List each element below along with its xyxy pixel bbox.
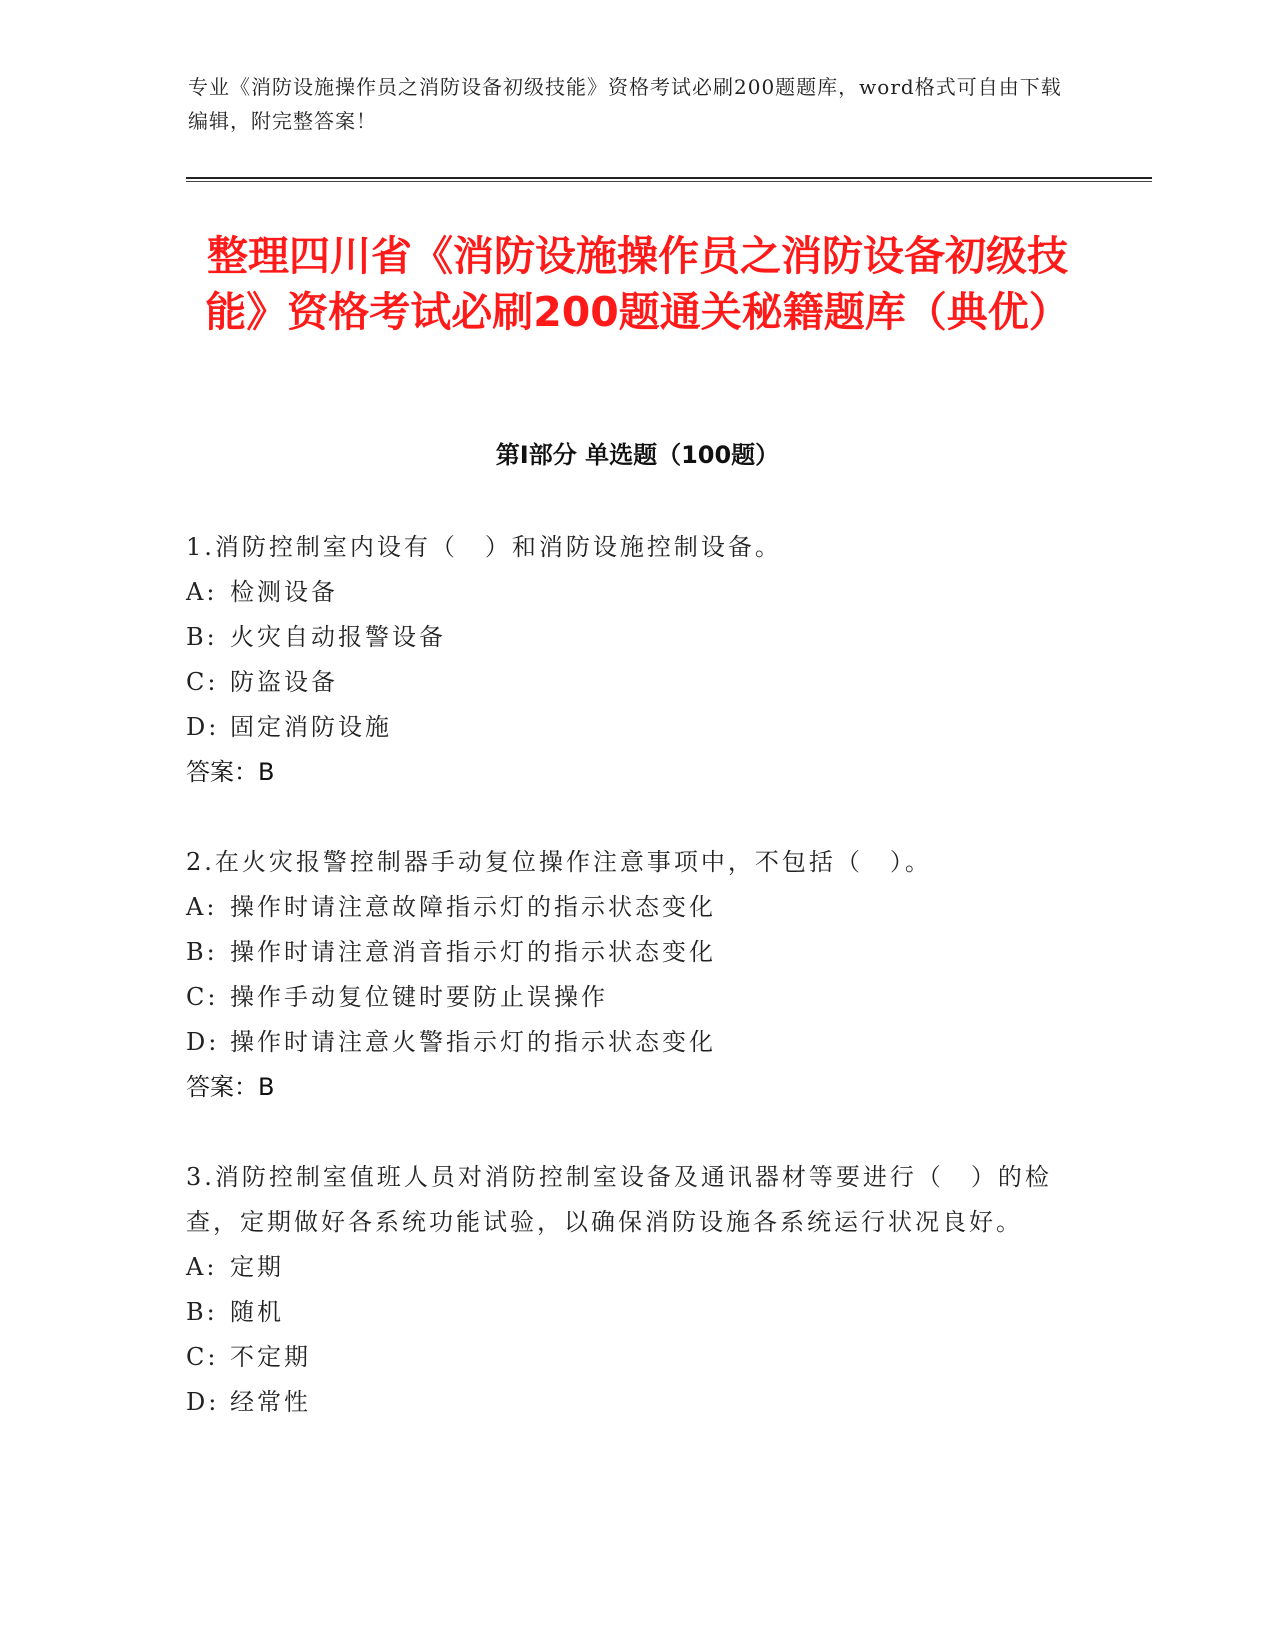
option-b — [186, 615, 1066, 660]
option-key: A: — [186, 578, 218, 606]
header-note: 专业《消防设施操作员之消防设备初级技能》资格考试必刷200题题库，word格式可自由下载编辑，附完整答案！ — [188, 75, 1062, 133]
option-text: 经常性 — [230, 1388, 311, 1416]
option-key: B: — [186, 938, 218, 966]
option-text: 防盗设备 — [230, 668, 338, 696]
header-divider-thin — [186, 181, 1152, 182]
answer-line: 答案：B — [186, 758, 275, 786]
option-text: 不定期 — [230, 1343, 311, 1371]
question-stem: 3.消防控制室值班人员对消防控制室设备及通讯器材等要进行（ ）的检查，定期做好各系统功能试验，以确保消防设施各系统运行状况良好。 — [186, 1163, 1052, 1236]
option-d — [186, 1020, 1066, 1065]
option-d — [186, 1380, 1066, 1425]
option-c — [186, 975, 1066, 1020]
question-stem: 2.在火灾报警控制器手动复位操作注意事项中，不包括（ ）。 — [186, 848, 932, 876]
question-1 — [186, 525, 1066, 795]
option-text: 操作时请注意故障指示灯的指示状态变化 — [230, 893, 716, 921]
option-text: 定期 — [230, 1253, 284, 1281]
option-text: 检测设备 — [230, 578, 338, 606]
option-text: 操作时请注意火警指示灯的指示状态变化 — [230, 1028, 716, 1056]
section-title: 第I部分 单选题（100题） — [495, 441, 780, 469]
option-key: C: — [186, 983, 219, 1011]
option-key: A: — [186, 1253, 218, 1281]
option-text: 固定消防设施 — [230, 713, 392, 741]
option-b — [186, 930, 1066, 975]
option-c — [186, 660, 1066, 705]
option-key: B: — [186, 1298, 218, 1326]
option-a — [186, 1245, 1066, 1290]
option-key: C: — [186, 1343, 219, 1371]
option-key: D: — [186, 713, 220, 741]
option-c — [186, 1335, 1066, 1380]
answer-line: 答案：B — [186, 1073, 275, 1101]
question-stem: 1.消防控制室内设有（ ）和消防设施控制设备。 — [186, 533, 782, 561]
document-title: 整理四川省《消防设施操作员之消防设备初级技能》资格考试必刷200题通关秘籍题库（典优） — [205, 232, 1070, 336]
option-key: B: — [186, 623, 218, 651]
option-text: 操作时请注意消音指示灯的指示状态变化 — [230, 938, 716, 966]
option-key: D: — [186, 1028, 220, 1056]
option-b — [186, 1290, 1066, 1335]
question-3 — [186, 1155, 1066, 1425]
option-a — [186, 570, 1066, 615]
option-text: 火灾自动报警设备 — [230, 623, 446, 651]
question-list — [186, 525, 1066, 1425]
option-key: A: — [186, 893, 218, 921]
option-text: 操作手动复位键时要防止误操作 — [230, 983, 608, 1011]
question-2 — [186, 840, 1066, 1110]
option-key: D: — [186, 1388, 220, 1416]
question-spacer — [186, 1110, 1066, 1155]
option-a — [186, 885, 1066, 930]
option-d — [186, 705, 1066, 750]
header-divider-thick — [186, 177, 1152, 179]
question-spacer — [186, 795, 1066, 840]
option-key: C: — [186, 668, 219, 696]
option-text: 随机 — [230, 1298, 284, 1326]
